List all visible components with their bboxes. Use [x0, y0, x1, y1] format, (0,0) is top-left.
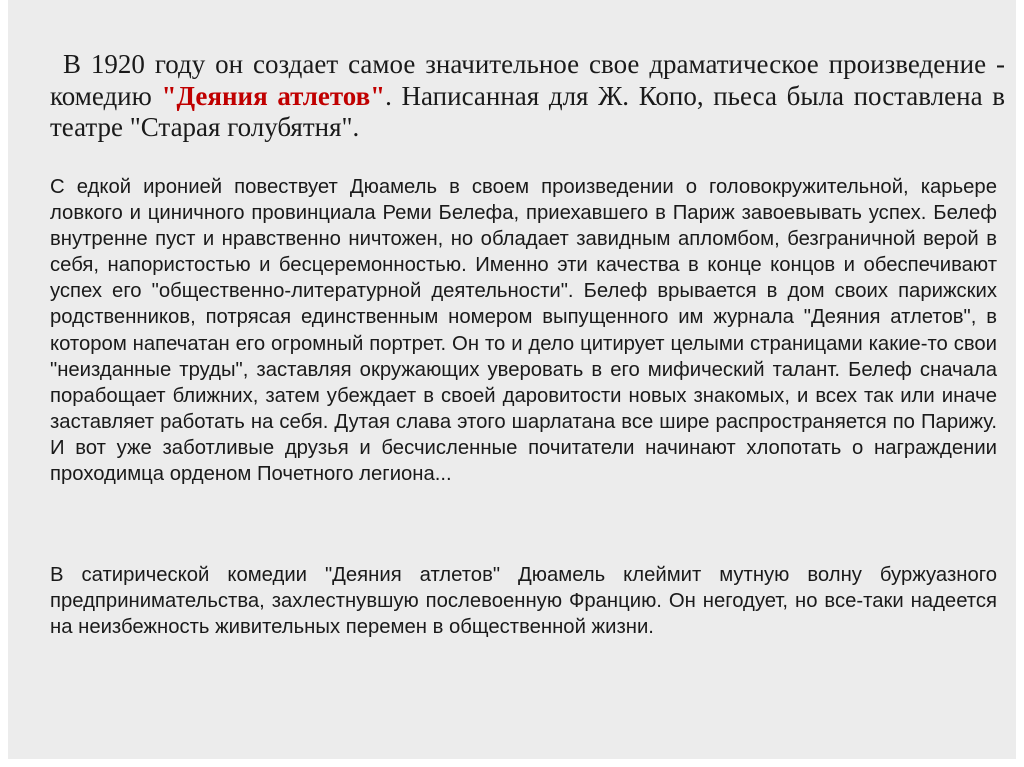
- body-paragraph-plot: С едкой иронией повествует Дюамель в своем произведении о головокружительной, карьере ловкого и циничного провинциала Реми Белефа, приехавшего в Париж завоевывать успех. Белеф внутренне пуст и нравственно ничтожен, но обладает завидным апломбом, безграничной верой в себя, напористостью и бесцеремонностью. Именно эти качества в конце концов и обеспечивают успех его "общественно-литературной деятельности". Белеф врывается в дом своих парижских родственников, потрясая единственным номером выпущенного им журнала "Деяния атлетов", в котором напечатан его огромный портрет. Он то и дело цитирует целыми страницами какие-то свои "неизданные труды", заставляя окружающих уверовать в его мифический талант. Белеф сначала порабощает ближних, затем убеждает в своей даровитости новых знакомых, и всех так или иначе заставляет работать на себя. Дутая слава этого шарлатана все шире распространяется по Парижу. И вот уже заботливые друзья и бесчисленные почитатели начинают хлопотать о награждении проходимца орденом Почетного легиона...: [50, 176, 997, 486]
- slide: [8, 0, 1016, 759]
- intro-text-after: . Написанная для Ж. Копо, пьеса была поставлена в театре "Старая голубятня".: [50, 80, 1005, 142]
- body-paragraph-conclusion: В сатирической комедии "Деяния атлетов" Дюамель клеймит мутную волну буржуазного предпринимательства, захлестнувшую послевоенную Францию. Он негодует, но все-таки надеется на неизбежность живительных перемен в общественной жизни.: [50, 564, 997, 639]
- intro-text-before: В 1920 году он создает самое значительное свое драматическое произведение - комедию: [50, 49, 1005, 111]
- play-title-highlight: "Деяния атлетов": [161, 80, 386, 111]
- intro-paragraph: [50, 49, 1005, 144]
